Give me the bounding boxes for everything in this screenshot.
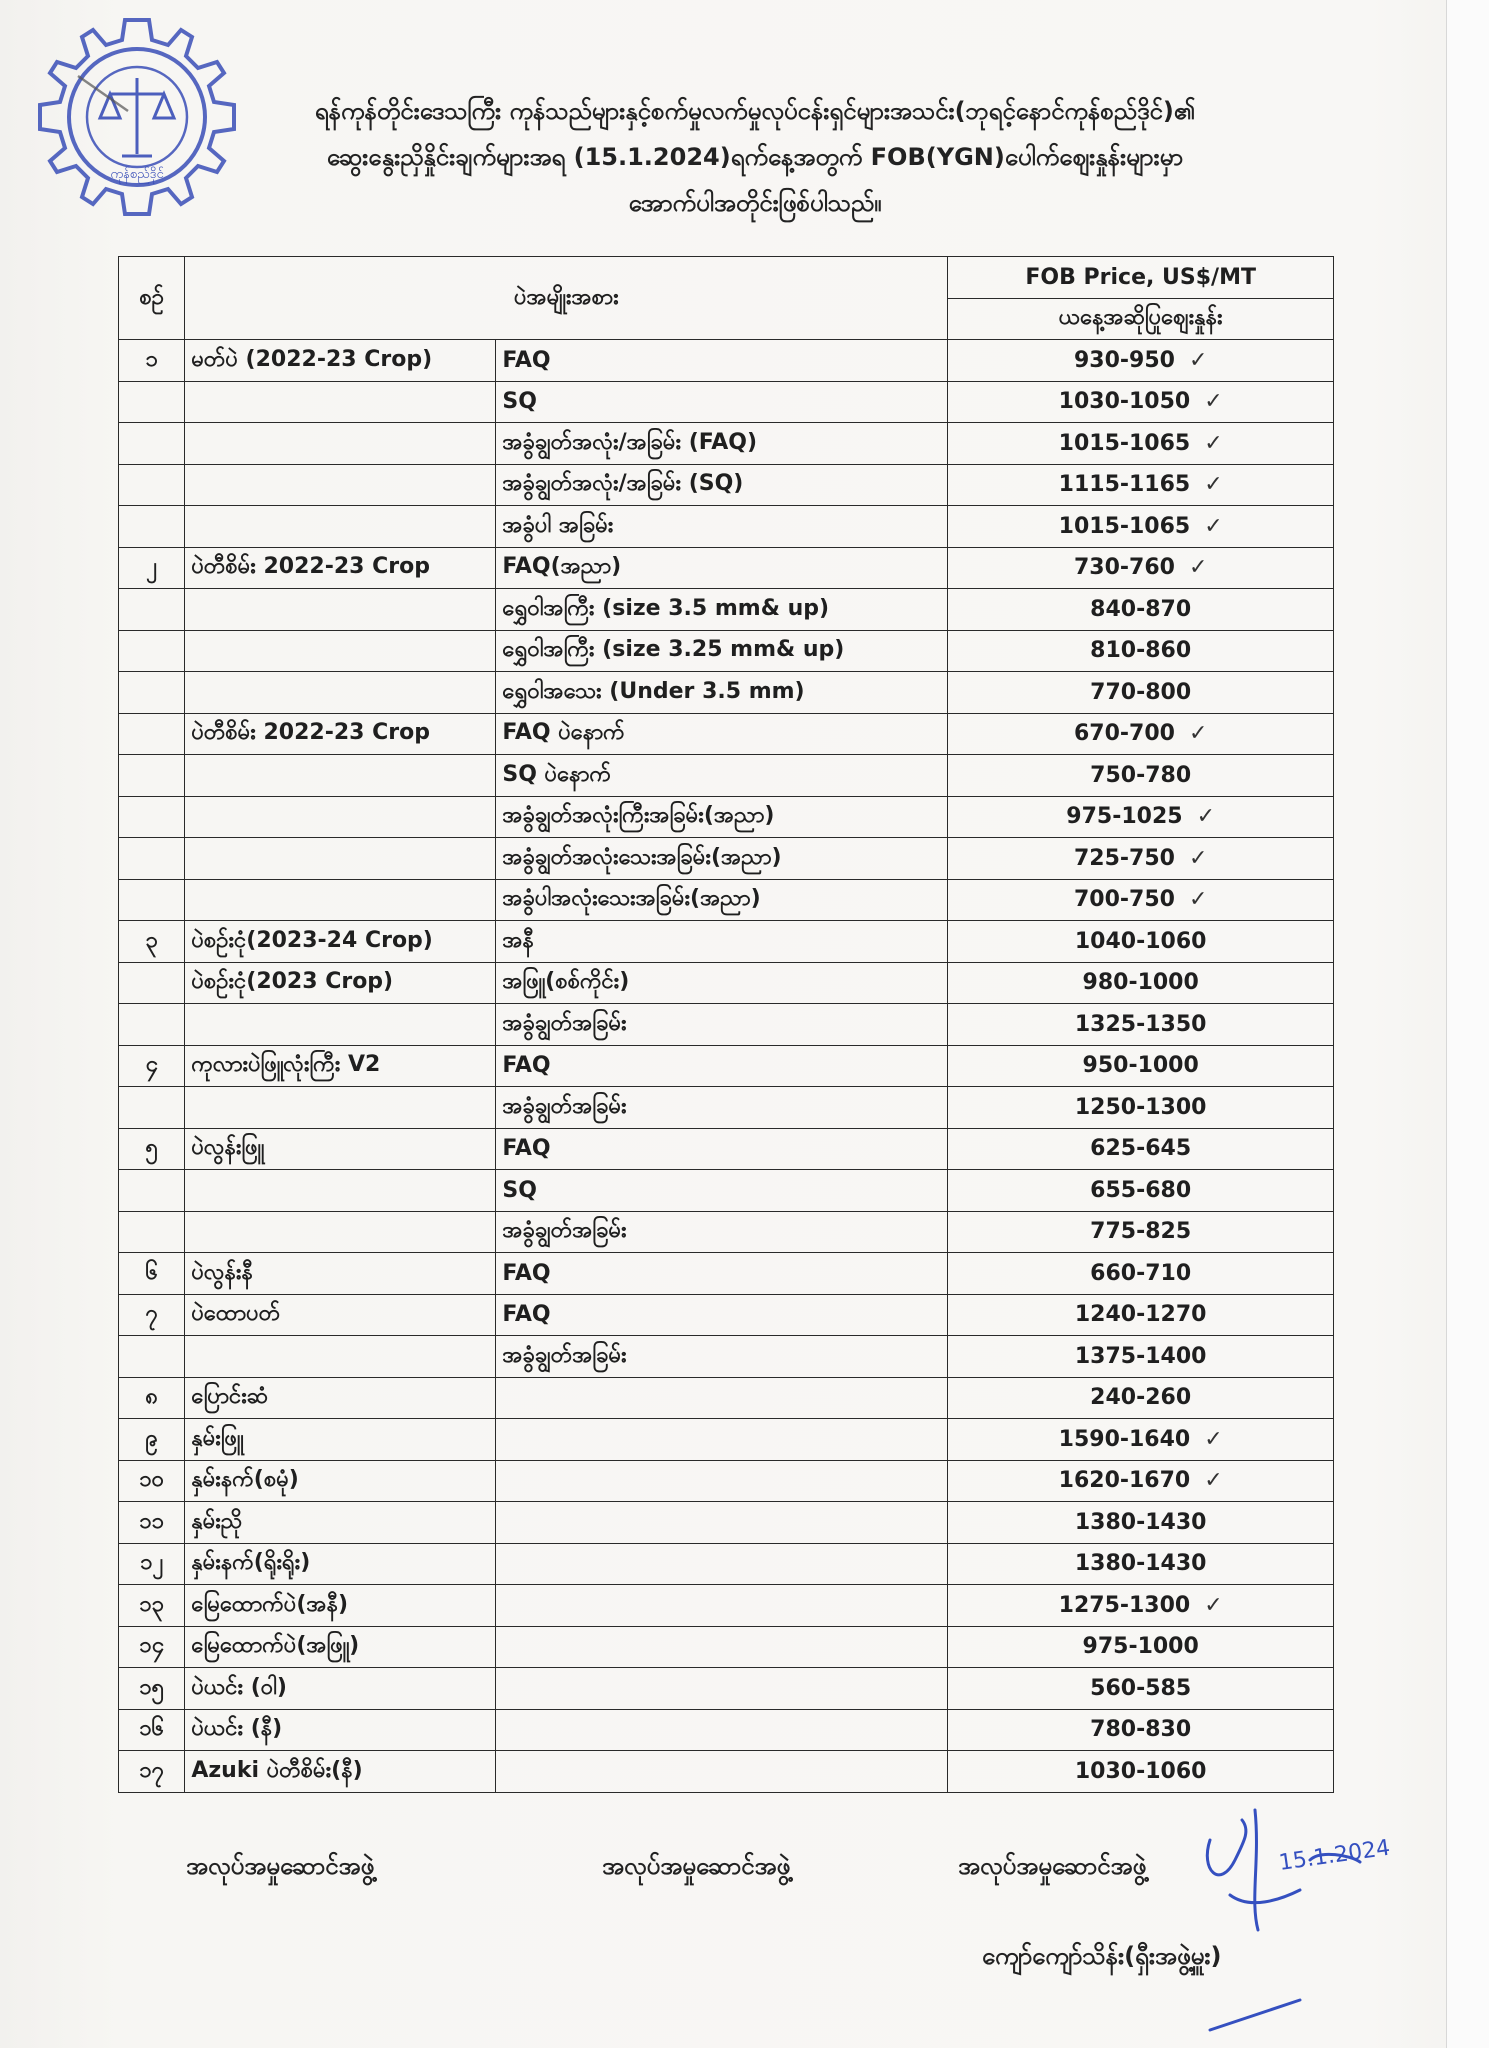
- price-value: 240-260: [1090, 1385, 1192, 1411]
- table-row: [119, 1294, 1334, 1336]
- table-row: [119, 796, 1334, 838]
- price-value: 1380-1430: [1074, 1509, 1207, 1535]
- row-price: [948, 1668, 1334, 1710]
- row-price: [948, 879, 1334, 921]
- row-item-name: မြေထောက်ပဲ(အဖြူ): [185, 1626, 496, 1668]
- table-row: [119, 1211, 1334, 1253]
- row-grade: [496, 1419, 948, 1461]
- row-item-name: ပဲလွန်းနီ: [185, 1253, 496, 1295]
- table-row: [119, 1128, 1334, 1170]
- table-row: [119, 630, 1334, 672]
- row-grade: [496, 1377, 948, 1419]
- row-item-name: Azuki ပဲတီစိမ်း(နီ): [185, 1751, 496, 1793]
- row-item-name: [185, 755, 496, 797]
- row-grade: FAQ: [496, 1128, 948, 1170]
- row-grade: အခွံချွတ်အခြမ်း: [496, 1087, 948, 1129]
- row-grade: အနီ: [496, 921, 948, 963]
- row-grade: [496, 1460, 948, 1502]
- row-grade: [496, 1502, 948, 1544]
- row-number: ၁၁: [119, 1502, 185, 1544]
- check-mark-icon: ✓: [1196, 804, 1216, 830]
- row-price: [948, 1419, 1334, 1461]
- row-item-name: ပဲလွန်းဖြူ: [185, 1128, 496, 1170]
- row-item-name: [185, 464, 496, 506]
- check-mark-icon: ✓: [1188, 887, 1208, 913]
- row-item-name: [185, 1004, 496, 1046]
- row-number: [119, 1087, 185, 1129]
- row-price: [948, 1004, 1334, 1046]
- row-price: [948, 381, 1334, 423]
- row-grade: အခွံချွတ်အခြမ်း: [496, 1211, 948, 1253]
- row-number: [119, 589, 185, 631]
- table-row: [119, 1502, 1334, 1544]
- table-header-row: [119, 257, 1334, 299]
- row-grade: အခွံချွတ်အလုံး/အခြမ်း (SQ): [496, 464, 948, 506]
- price-value: 930-950: [1073, 347, 1175, 373]
- table-row: [119, 1045, 1334, 1087]
- row-item-name: နှမ်းနက်(ရိုးရိုး): [185, 1543, 496, 1585]
- table-row: [119, 1626, 1334, 1668]
- row-grade: အခွံချွတ်အလုံးသေးအခြမ်း(အညာ): [496, 838, 948, 880]
- row-item-name: ပဲယင်း (နီ): [185, 1709, 496, 1751]
- table-row: [119, 1460, 1334, 1502]
- row-item-name: [185, 879, 496, 921]
- row-item-name: ပဲစဉ်းငုံ(2023-24 Crop): [185, 921, 496, 963]
- table-body: [119, 340, 1334, 1793]
- row-number: ၈: [119, 1377, 185, 1419]
- row-grade: FAQ: [496, 1294, 948, 1336]
- row-price: [948, 1253, 1334, 1295]
- row-price: [948, 962, 1334, 1004]
- check-mark-icon: ✓: [1188, 721, 1208, 747]
- row-number: [119, 962, 185, 1004]
- row-price: [948, 755, 1334, 797]
- row-grade: [496, 1751, 948, 1793]
- price-value: 1620-1670: [1058, 1468, 1191, 1494]
- price-value: 770-800: [1090, 679, 1192, 705]
- row-grade: [496, 1626, 948, 1668]
- price-value: 1240-1270: [1074, 1302, 1207, 1328]
- check-mark-icon: ✓: [1204, 513, 1223, 539]
- row-grade: SQ: [496, 1170, 948, 1212]
- row-item-name: [185, 1170, 496, 1212]
- check-mark-icon: ✓: [1204, 1468, 1223, 1494]
- price-value: 980-1000: [1082, 970, 1199, 996]
- price-value: 810-860: [1090, 638, 1192, 664]
- row-number: [119, 1004, 185, 1046]
- row-number: ၁၀: [119, 1460, 185, 1502]
- table-row: [119, 838, 1334, 880]
- row-price: [948, 1128, 1334, 1170]
- row-grade: အဖြူ(စစ်ကိုင်း): [496, 962, 948, 1004]
- price-value: 975-1025: [1066, 804, 1183, 830]
- row-price: [948, 1211, 1334, 1253]
- price-value: 725-750: [1073, 845, 1175, 871]
- row-number: [119, 672, 185, 714]
- price-value: 700-750: [1073, 887, 1175, 913]
- row-grade: [496, 1668, 948, 1710]
- row-number: ၃: [119, 921, 185, 963]
- row-number: [119, 1211, 185, 1253]
- table-row: [119, 1336, 1334, 1378]
- row-number: ၇: [119, 1294, 185, 1336]
- row-grade: FAQ: [496, 1253, 948, 1295]
- price-value: 1030-1060: [1074, 1758, 1207, 1784]
- row-price: [948, 1626, 1334, 1668]
- row-number: [119, 423, 185, 465]
- row-number: [119, 1336, 185, 1378]
- price-value: 840-870: [1090, 596, 1192, 622]
- row-grade: FAQ ပဲနောက်: [496, 713, 948, 755]
- price-value: 670-700: [1073, 721, 1175, 747]
- table-row: [119, 547, 1334, 589]
- price-value: 730-760: [1073, 555, 1175, 581]
- row-price: [948, 1087, 1334, 1129]
- row-number: ၉: [119, 1419, 185, 1461]
- price-value: 1380-1430: [1074, 1551, 1207, 1577]
- table-row: [119, 1668, 1334, 1710]
- row-grade: အခွံချွတ်အလုံးကြီးအခြမ်း(အညာ): [496, 796, 948, 838]
- row-grade: FAQ: [496, 340, 948, 382]
- row-price: [948, 672, 1334, 714]
- row-grade: အခွံပါ အခြမ်း: [496, 506, 948, 548]
- price-value: 1015-1065: [1058, 430, 1191, 456]
- row-price: [948, 423, 1334, 465]
- row-price: [948, 340, 1334, 382]
- row-price: [948, 630, 1334, 672]
- row-number: [119, 713, 185, 755]
- row-item-name: [185, 1336, 496, 1378]
- row-price: [948, 1709, 1334, 1751]
- table-row: [119, 1377, 1334, 1419]
- table-row: [119, 381, 1334, 423]
- row-number: ၆: [119, 1253, 185, 1295]
- row-number: [119, 838, 185, 880]
- row-grade: [496, 1543, 948, 1585]
- table-row: [119, 879, 1334, 921]
- table-row: [119, 1253, 1334, 1295]
- row-grade: အခွံချွတ်အခြမ်း: [496, 1004, 948, 1046]
- row-item-name: [185, 589, 496, 631]
- table-row: [119, 1004, 1334, 1046]
- row-number: ၁: [119, 340, 185, 382]
- row-item-name: ပဲထောပတ်: [185, 1294, 496, 1336]
- row-price: [948, 1045, 1334, 1087]
- price-value: 1325-1350: [1074, 1011, 1207, 1037]
- table-row: [119, 672, 1334, 714]
- row-price: [948, 796, 1334, 838]
- row-number: ၁၅: [119, 1668, 185, 1710]
- row-number: [119, 879, 185, 921]
- row-item-name: မတ်ပဲ (2022-23 Crop): [185, 340, 496, 382]
- price-value: 660-710: [1090, 1260, 1192, 1286]
- row-item-name: ပဲစဉ်းငုံ(2023 Crop): [185, 962, 496, 1004]
- check-mark-icon: ✓: [1204, 1426, 1223, 1452]
- price-value: 1040-1060: [1074, 928, 1207, 954]
- table-row: [119, 423, 1334, 465]
- row-item-name: မြေထောက်ပဲ(အနီ): [185, 1585, 496, 1627]
- row-price: [948, 1502, 1334, 1544]
- row-price: [948, 1751, 1334, 1793]
- row-item-name: [185, 796, 496, 838]
- row-item-name: ပဲတီစိမ်း 2022-23 Crop: [185, 547, 496, 589]
- row-item-name: [185, 506, 496, 548]
- row-item-name: နှမ်းနက်(စမုံ): [185, 1460, 496, 1502]
- handwritten-signature-icon: [1180, 1800, 1400, 2040]
- price-value: 750-780: [1090, 762, 1192, 788]
- paper-edge: [1446, 0, 1489, 2048]
- row-number: [119, 755, 185, 797]
- row-number: [119, 381, 185, 423]
- signer-name: ကျော်ကျော်သိန်း(ရှီးအဖွဲ့မှူး): [982, 1942, 1222, 1970]
- row-price: [948, 589, 1334, 631]
- price-value: 1030-1050: [1058, 389, 1191, 415]
- row-grade: အခွံချွတ်အလုံး/အခြမ်း (FAQ): [496, 423, 948, 465]
- row-price: [948, 1377, 1334, 1419]
- col-header-no: စဉ်: [119, 257, 185, 340]
- row-number: ၅: [119, 1128, 185, 1170]
- heading-line-1: ရန်ကုန်တိုင်းဒေသကြီး ကုန်သည်များနှင့်စက်မှုလက်မှုလုပ်ငန်းရှင်များအသင်း(ဘုရင့်နောင်ကုန်စည်ဒိုင်)၏: [314, 97, 1196, 125]
- col-header-item: ပဲအမျိုးအစား: [185, 257, 948, 340]
- row-item-name: [185, 381, 496, 423]
- price-value: 560-585: [1090, 1675, 1192, 1701]
- price-value: 1275-1300: [1058, 1592, 1191, 1618]
- row-price: [948, 1543, 1334, 1585]
- table-row: [119, 755, 1334, 797]
- row-price: [948, 1170, 1334, 1212]
- row-number: ၁၂: [119, 1543, 185, 1585]
- price-value: 1590-1640: [1058, 1426, 1191, 1452]
- check-mark-icon: ✓: [1204, 389, 1223, 415]
- table-row: [119, 1419, 1334, 1461]
- table-row: [119, 1585, 1334, 1627]
- row-price: [948, 506, 1334, 548]
- table-row: [119, 1170, 1334, 1212]
- row-grade: FAQ(အညာ): [496, 547, 948, 589]
- row-item-name: ကုလားပဲဖြူလုံးကြီး V2: [185, 1045, 496, 1087]
- document-heading: [140, 88, 1370, 226]
- row-price: [948, 1585, 1334, 1627]
- row-number: [119, 630, 185, 672]
- heading-line-2: ဆွေးနွေးညှိနှိုင်းချက်များအရ (15.1.2024)ရက်နေ့အတွက် FOB(YGN)ပေါက်ဈေးနှုန်းများမှာ: [326, 143, 1184, 171]
- check-mark-icon: ✓: [1204, 472, 1223, 498]
- price-value: 950-1000: [1082, 1053, 1199, 1079]
- table-row: [119, 1709, 1334, 1751]
- check-mark-icon: ✓: [1188, 555, 1208, 581]
- table-row: [119, 1087, 1334, 1129]
- price-value: 1375-1400: [1074, 1343, 1207, 1369]
- row-item-name: [185, 423, 496, 465]
- row-number: ၁၆: [119, 1709, 185, 1751]
- row-price: [948, 838, 1334, 880]
- table-row: [119, 962, 1334, 1004]
- row-item-name: နှမ်းဖြူ: [185, 1419, 496, 1461]
- price-value: 655-680: [1090, 1177, 1192, 1203]
- price-table: [118, 256, 1334, 1793]
- row-item-name: [185, 1087, 496, 1129]
- row-price: [948, 547, 1334, 589]
- row-grade: အခွံပါအလုံးသေးအခြမ်း(အညာ): [496, 879, 948, 921]
- table-row: [119, 340, 1334, 382]
- row-grade: အခွံချွတ်အခြမ်း: [496, 1336, 948, 1378]
- row-item-name: [185, 1211, 496, 1253]
- row-price: [948, 921, 1334, 963]
- row-grade: SQ ပဲနောက်: [496, 755, 948, 797]
- signature-label-2: အလုပ်အမှုဆောင်အဖွဲ့: [602, 1852, 791, 1880]
- table-row: [119, 1543, 1334, 1585]
- row-number: [119, 464, 185, 506]
- signature-date: 15.1.2024: [1277, 1835, 1392, 1876]
- row-grade: SQ: [496, 381, 948, 423]
- row-item-name: [185, 672, 496, 714]
- price-value: 1250-1300: [1074, 1094, 1207, 1120]
- row-number: ၂: [119, 547, 185, 589]
- row-grade: FAQ: [496, 1045, 948, 1087]
- row-price: [948, 1294, 1334, 1336]
- check-mark-icon: ✓: [1188, 347, 1208, 373]
- row-number: [119, 796, 185, 838]
- price-value: 775-825: [1090, 1219, 1192, 1245]
- col-header-price-sub: ယနေ့အဆိုပြုဈေးနှုန်း: [948, 298, 1334, 340]
- row-grade: [496, 1709, 948, 1751]
- row-price: [948, 713, 1334, 755]
- signature-label-1: အလုပ်အမှုဆောင်အဖွဲ့: [186, 1852, 375, 1880]
- table-row: [119, 921, 1334, 963]
- table-row: [119, 589, 1334, 631]
- row-number: ၁၄: [119, 1626, 185, 1668]
- row-grade: ရွှေဝါအသေး (Under 3.5 mm): [496, 672, 948, 714]
- price-value: 625-645: [1090, 1136, 1192, 1162]
- signature-label-3: အလုပ်အမှုဆောင်အဖွဲ့: [958, 1852, 1147, 1880]
- seal-text: ကုန်စည်ဒိုင်: [110, 167, 164, 182]
- price-value: 975-1000: [1082, 1634, 1199, 1660]
- row-item-name: နှမ်းညို: [185, 1502, 496, 1544]
- col-header-price: FOB Price, US$/MT: [948, 257, 1334, 299]
- price-value: 780-830: [1090, 1717, 1192, 1743]
- table-row: [119, 713, 1334, 755]
- price-value: 1115-1165: [1058, 472, 1191, 498]
- heading-line-3: အောက်ပါအတိုင်းဖြစ်ပါသည်။: [628, 189, 882, 217]
- row-number: [119, 1170, 185, 1212]
- row-grade: ရွှေဝါအကြီး (size 3.25 mm& up): [496, 630, 948, 672]
- table-row: [119, 464, 1334, 506]
- row-price: [948, 1460, 1334, 1502]
- check-mark-icon: ✓: [1204, 430, 1223, 456]
- row-grade: [496, 1585, 948, 1627]
- row-item-name: ပဲတီစိမ်း 2022-23 Crop: [185, 713, 496, 755]
- row-number: ၁၇: [119, 1751, 185, 1793]
- row-item-name: ပဲယင်း (ဝါ): [185, 1668, 496, 1710]
- row-number: ၁၃: [119, 1585, 185, 1627]
- row-item-name: [185, 838, 496, 880]
- row-number: ၄: [119, 1045, 185, 1087]
- check-mark-icon: ✓: [1204, 1592, 1223, 1618]
- row-item-name: ပြောင်းဆံ: [185, 1377, 496, 1419]
- price-value: 1015-1065: [1058, 513, 1191, 539]
- row-number: [119, 506, 185, 548]
- row-grade: ရွှေဝါအကြီး (size 3.5 mm& up): [496, 589, 948, 631]
- row-item-name: [185, 630, 496, 672]
- row-price: [948, 1336, 1334, 1378]
- check-mark-icon: ✓: [1188, 845, 1208, 871]
- row-price: [948, 464, 1334, 506]
- table-row: [119, 506, 1334, 548]
- table-row: [119, 1751, 1334, 1793]
